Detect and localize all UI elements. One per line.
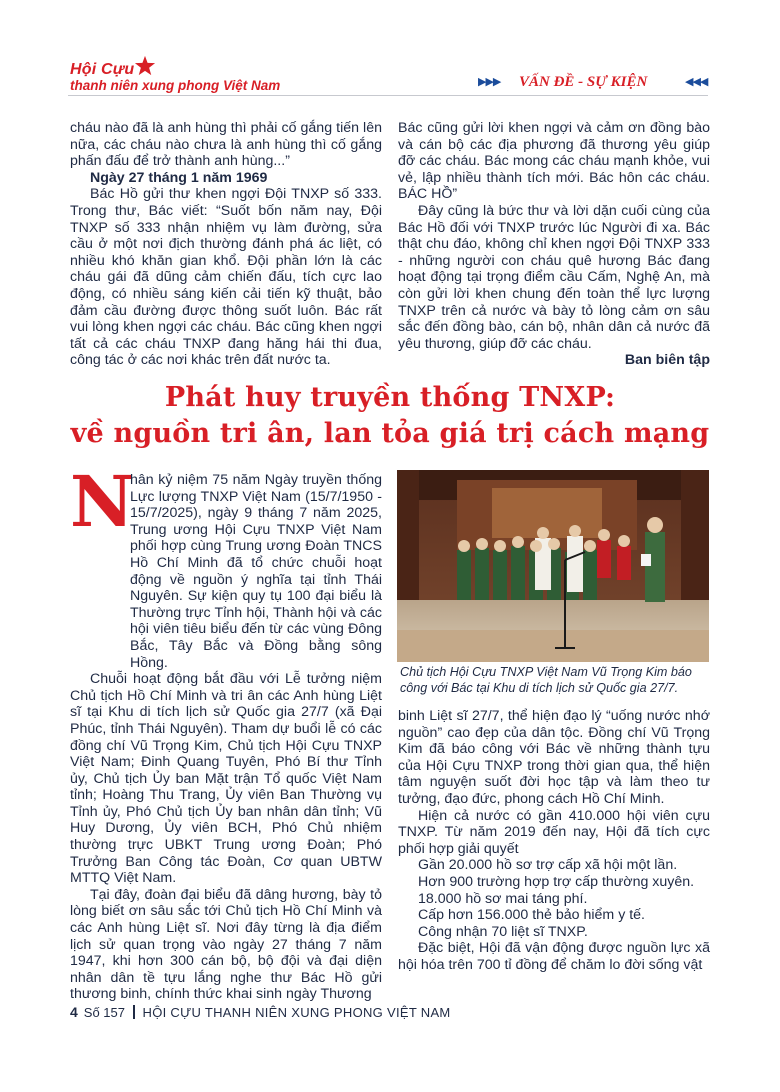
lead-paragraph-start — [70, 472, 382, 671]
header-divider — [68, 95, 708, 96]
list-item: 18.000 hồ sơ mai táng phí. — [418, 890, 588, 907]
magazine-name: HỘI CỰU THANH NIÊN XUNG PHONG VIỆT NAM — [142, 1004, 451, 1020]
article-left-column — [70, 472, 382, 1003]
paragraph: Tại đây, đoàn đại biểu đã dâng hương, bày tỏ lòng biết ơn sâu sắc tới Chủ tịch Hồ Chí Minh và các Anh hùng Liệt sĩ. Nơi đây từng là địa điểm lịch sử quan trọng vào ngày 27 tháng 7 năm 1947, khi hơn 300 cán bộ, bộ đội và đại diện nhân dân tề tựu lắng nghe thư Bác Hồ gửi thương binh, chính thức khai sinh ngày Thương — [70, 886, 382, 1003]
arrows-left-icon: ◀◀◀ — [685, 75, 708, 88]
paragraph: binh Liệt sĩ 27/7, thể hiện đạo lý “uống nước nhớ nguồn” cao đẹp của dân tộc. Đồng chí Vũ Trọng Kim đã báo công với Bác về những thành tựu của Hội Cựu TNXP trong thời gian qua, thể hiện tâm nguyện suốt đời học tập và làm theo tư tưởng, đạo đức, phong cách Hồ Chí Minh. — [398, 708, 710, 807]
section-title: VẤN ĐỀ - SỰ KIỆN — [519, 74, 648, 90]
list-item: Gần 20.000 hồ sơ trợ cấp xã hội một lần. — [418, 857, 678, 874]
photo-caption: Chủ tịch Hội Cựu TNXP Việt Nam Vũ Trọng Kim báo công với Bác tại Khu di tích lịch sử Quốc gia 27/7. — [400, 665, 692, 695]
list-item: Hơn 900 trường hợp trợ cấp thường xuyên. — [418, 873, 695, 890]
star-icon — [134, 55, 156, 77]
masthead-logo-line2: thanh niên xung phong Việt Nam — [70, 78, 281, 93]
arrows-right-icon: ▶▶▶ — [478, 75, 501, 88]
article-headline-line1: Phát huy truyền thống TNXP: — [164, 382, 616, 413]
paragraph: Đây cũng là bức thư và lời dặn cuối cùng của Bác Hồ đối với TNXP trước lúc Người đi xa. Bác thật chu đáo, không chỉ khen ngợi Đội TNXP 333 - những người con cháu quê hương Bác đang hoạt động tại trọng điểm cầu Cấm, Nghệ An, mà còn gửi lời khen chung đến toàn thể lực lượng TNXP trên cả nước và bày tỏ lòng cảm ơn sâu sắc đến đồng bào, cán bộ, nhân dân cả nước đã yêu thương, giúp đỡ các cháu. — [398, 202, 710, 352]
paragraph: Bác cũng gửi lời khen ngợi và cảm ơn đồng bào và cán bộ các địa phương đã thương yêu giúp đỡ các cháu. Bác mong các cháu mạnh khỏe, vui vẻ, lập nhiều thành tích mới. Bác hôn các cháu. BÁC HỒ” — [398, 120, 710, 203]
signature: Ban biên tập — [624, 352, 710, 369]
page-footer — [70, 1004, 451, 1020]
list-item: Công nhận 70 liệt sĩ TNXP. — [418, 923, 588, 940]
date-heading: Ngày 27 tháng 1 năm 1969 — [90, 169, 268, 186]
masthead-logo-line1: Hội Cựu — [70, 61, 135, 78]
top-left-column — [70, 120, 382, 369]
top-right-column — [398, 120, 710, 369]
lead-text: hân kỷ niệm 75 năm Ngày truyền thống Lực lượng TNXP Việt Nam (15/7/1950 - 15/7/2025), ngày 9 tháng 7 năm 2025, Trung ương Hội Cựu TNXP Việt Nam phối hợp cùng Trung ương Đoàn TNCS Hồ Chí Minh đã tổ chức chuỗi hoạt động về nguồn ý nghĩa tại tỉnh Thái Nguyên. Sự kiện quy tụ 100 đại biểu là Thường trực Tỉnh hội, Thành hội và các hội viên tiêu biểu đến từ các vùng Đông Bắc, Tây Bắc và Đồng bằng sông Hồng. — [130, 472, 382, 671]
ceremony-photo — [397, 470, 709, 662]
article-headline-line2: về nguồn tri ân, lan tỏa giá trị cách mạng — [70, 418, 710, 449]
issue-number: Số 157 — [83, 1004, 125, 1020]
page-number: 4 — [70, 1004, 78, 1020]
paragraph: Đặc biệt, Hội đã vận động được nguồn lực xã hội hóa trên 700 tỉ đồng để chăm lo đời sống vật — [398, 940, 710, 973]
paragraph: Hiện cả nước có gần 410.000 hội viên cựu TNXP. Từ năm 2019 đến nay, Hội đã tích cực phối hợp giải quyết — [398, 807, 710, 857]
paragraph: Bác Hồ gửi thư khen ngợi Đội TNXP số 333. Trong thư, Bác viết: “Suốt bốn năm nay, Đội TNXP số 333 nhận nhiệm vụ làm đường, sửa cầu ở một nơi địch thường đánh phá ác liệt, có nhiều khó khăn gian khổ. Đội phần lớn là các cháu gái đã dũng cảm chiến đấu, tích cực lao động, có nhiều sáng kiến cải tiến kỹ thuật, bảo đảm cầu đường được thông suốt luôn. Bác rất vui lòng khen ngợi các cháu. Bác cũng khen ngợi tất cả các cháu TNXP đang hăng hái thi đua, công tác ở các nơi khác trên đất nước ta. — [70, 186, 382, 369]
ceremony-photo-illustration — [397, 470, 709, 662]
list-item: Cấp hơn 156.000 thẻ bảo hiểm y tế. — [418, 907, 645, 924]
paragraph: Chuỗi hoạt động bắt đầu với Lễ tưởng niệm Chủ tịch Hồ Chí Minh và tri ân các Anh hùng Liệt sĩ tại Khu di tích lịch sử Quốc gia 27/7 (xã Đại Phúc, tỉnh Thái Nguyên). Tham dự buổi lễ có các đồng chí Vũ Trọng Kim, Chủ tịch Hội Cựu TNXP Việt Nam; Đinh Quang Tuyên, Phó Bí thư Tỉnh ủy, Chủ tịch Ủy ban Mặt trận Tổ quốc Việt Nam tỉnh; Hoàng Thu Trang, Ủy viên Ban Thường vụ Tỉnh ủy, Phó Chủ tịch Ủy ban nhân dân tỉnh; Vũ Huy Dương, Ủy viên BCH, Phó Chủ nhiệm thường trực UBKT Trung ương Đoàn; Phó Trưởng Ban Công tác Đoàn, Cơ quan UBTW MTTQ Việt Nam. — [70, 671, 382, 887]
paragraph: cháu nào đã là anh hùng thì phải cố gắng tiến lên nữa, các cháu nào chưa là anh hùng thì cố gắng phấn đấu để trở thành anh hùng...” — [70, 120, 382, 170]
footer-separator — [133, 1005, 135, 1019]
drop-cap: N — [70, 460, 134, 543]
article-right-column — [398, 708, 710, 974]
